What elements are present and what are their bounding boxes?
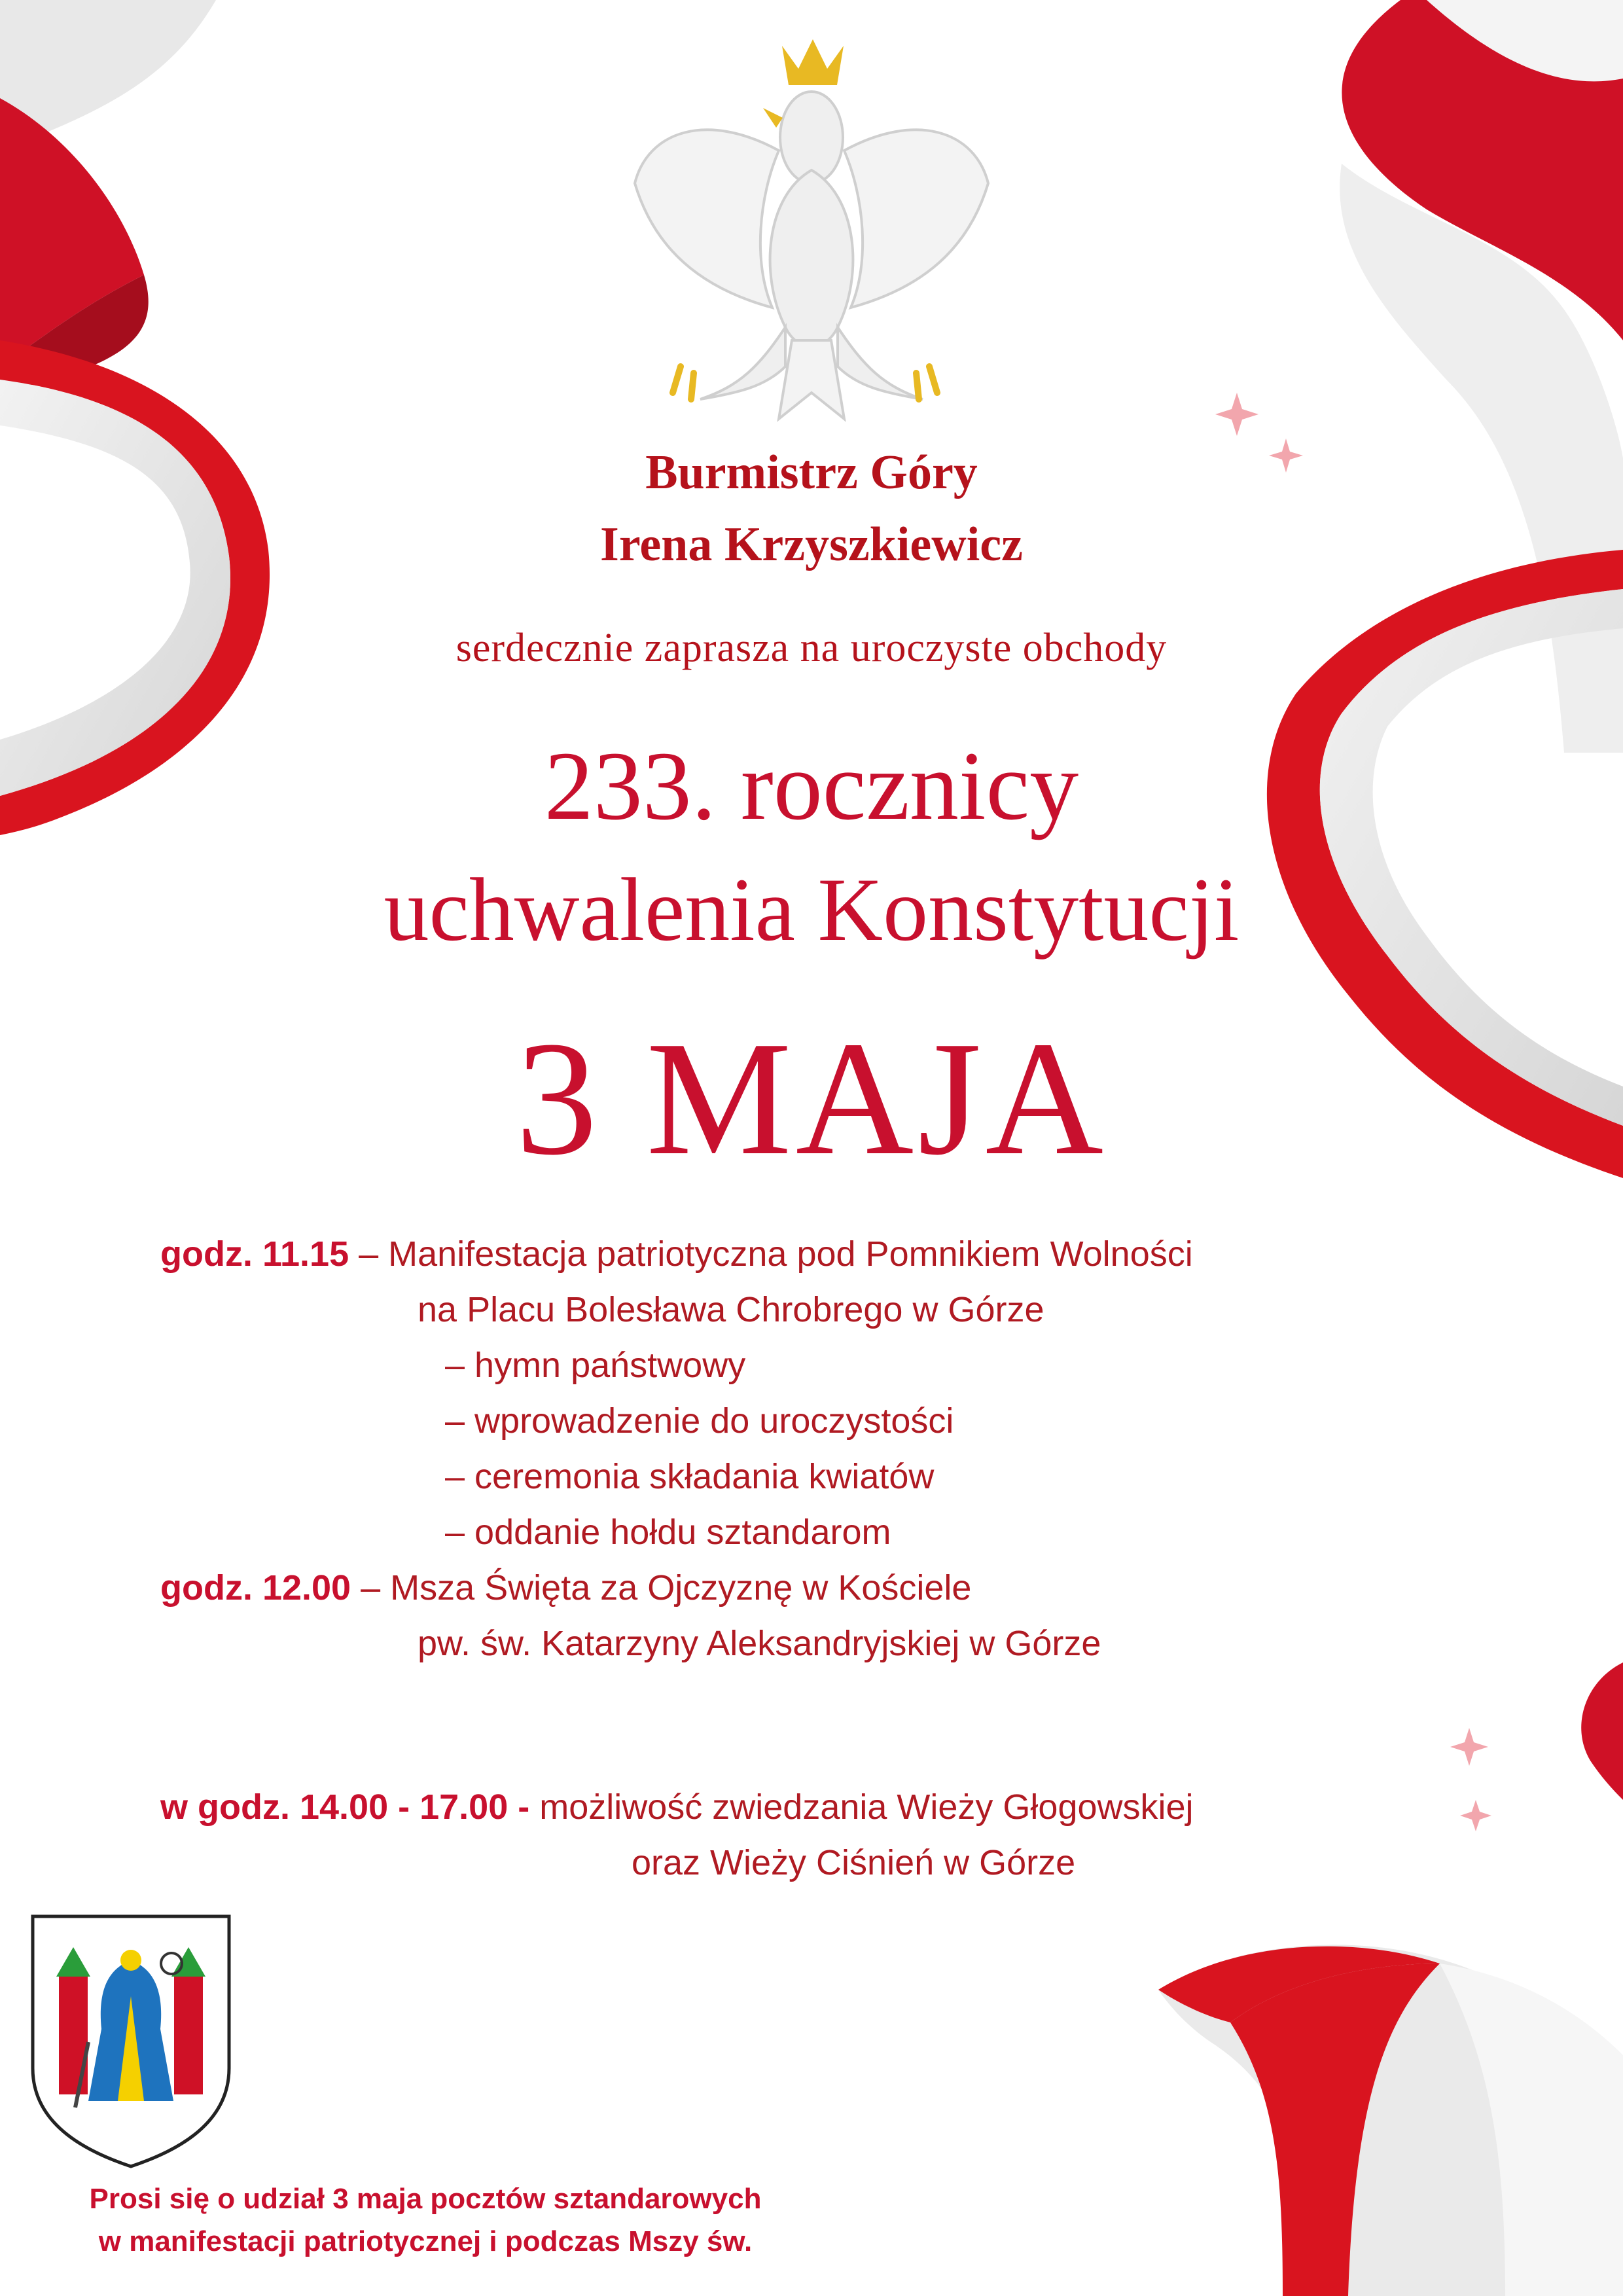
event-3-time: w godz. 14.00 - 17.00 - — [160, 1787, 530, 1827]
title-date: 3 MAJA — [515, 1008, 1108, 1189]
event-1 — [160, 1234, 1193, 1274]
title-anniversary: 233. rocznicy — [544, 732, 1079, 840]
event-2 — [160, 1568, 971, 1608]
note-line-2: w manifestacji patriotycznej i podczas Mszy św. — [98, 2225, 753, 2257]
host-title: Burmistrz Góry — [645, 446, 978, 499]
event-3-description: możliwość zwiedzania Wieży Głogowskiej — [529, 1787, 1194, 1827]
invitation-text: serdecznie zaprasza na uroczyste obchody — [455, 626, 1168, 670]
event-1-item: – wprowadzenie do uroczystości — [445, 1401, 954, 1441]
event-1-item: – ceremonia składania kwiatów — [445, 1457, 935, 1496]
flag-top-left — [0, 0, 216, 393]
ribbon-curl-right — [1581, 1662, 1623, 1800]
event-3 — [160, 1787, 1194, 1827]
ribbon-bottom-right — [1158, 1945, 1623, 2296]
note-line-1: Prosi się o udział 3 maja pocztów sztandarowych — [89, 2183, 762, 2215]
event-1-description: – Manifestacja patriotyczna pod Pomnikiem Wolności — [349, 1234, 1193, 1274]
event-2-time: godz. 12.00 — [160, 1568, 351, 1607]
event-3-location: oraz Wieży Ciśnień w Górze — [632, 1843, 1076, 1882]
event-1-item: – hymn państwowy — [445, 1346, 746, 1385]
event-2-location: pw. św. Katarzyny Aleksandryjskiej w Górze — [418, 1624, 1101, 1663]
event-1-item: – oddanie hołdu sztandarom — [445, 1513, 891, 1552]
event-2-description: – Msza Święta za Ojczyznę w Kościele — [351, 1568, 972, 1607]
white-eagle-emblem — [635, 39, 988, 419]
town-coat-of-arms — [33, 1916, 229, 2166]
event-1-time: godz. 11.15 — [160, 1234, 349, 1274]
title-constitution: uchwalenia Konstytucji — [383, 859, 1240, 960]
host-name: Irena Krzyszkiewicz — [600, 518, 1023, 571]
event-1-location: na Placu Bolesława Chrobrego w Górze — [418, 1290, 1044, 1329]
